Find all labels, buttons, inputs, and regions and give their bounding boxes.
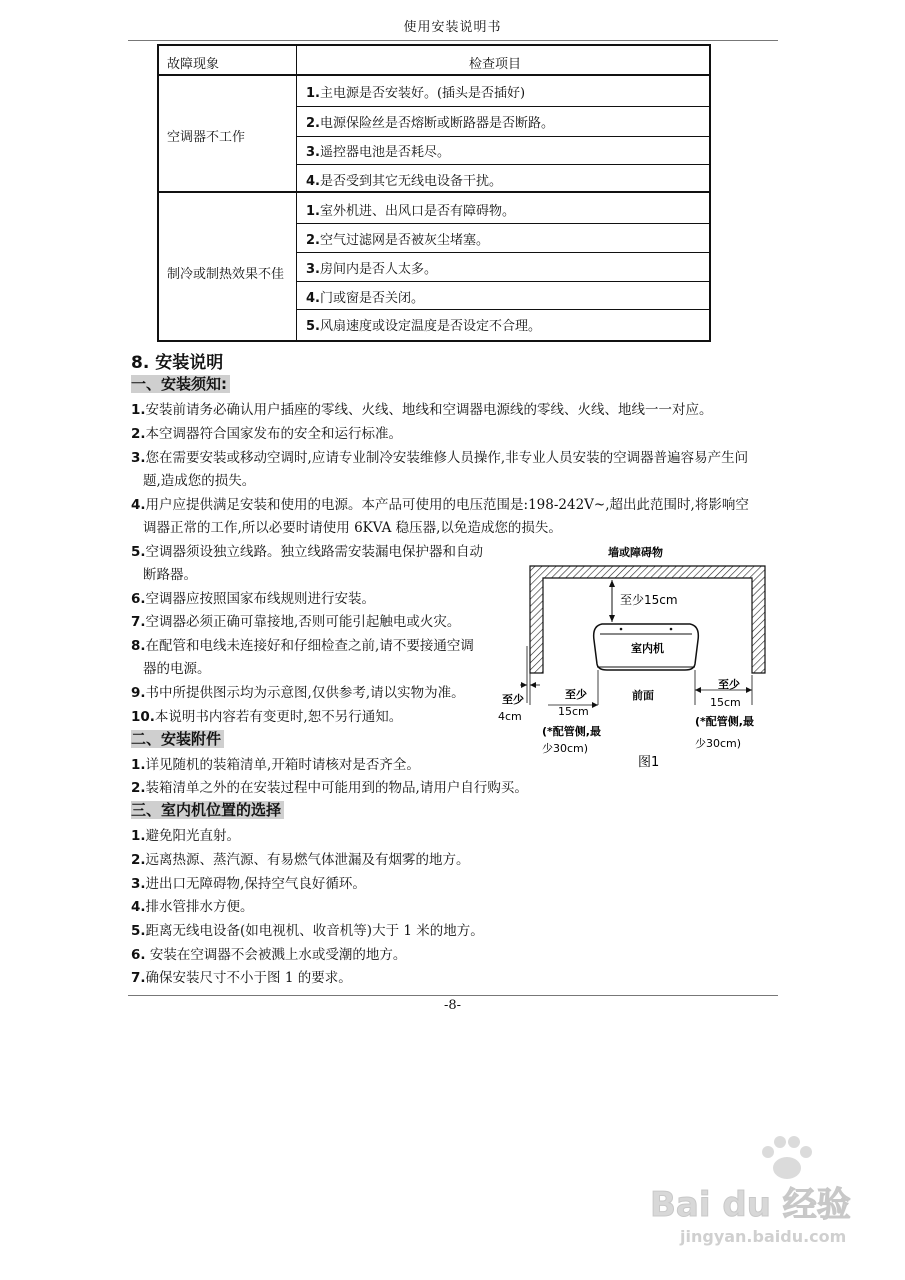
symptom-poor-performance: 制冷或制热效果不佳: [167, 267, 285, 282]
list-item-continuation: 题,造成您的损失。: [143, 473, 256, 489]
table-header-symptom: 故障现象: [167, 57, 220, 72]
row-divider: [296, 309, 709, 310]
table-row: 1.主电源是否安装好。(插头是否插好): [306, 86, 526, 101]
paw-icon-toe: [800, 1146, 812, 1158]
list-item: 5.空调器须设独立线路。独立线路需安装漏电保护器和自动: [131, 544, 484, 560]
watermark-url: jingyan.baidu.com: [680, 1227, 847, 1246]
list-item: 10.本说明书内容若有变更时,恕不另行通知。: [131, 709, 403, 725]
list-item: 4.用户应提供满足安装和使用的电源。本产品可使用的电压范围是:198-242V~,超出此范围时,将影响空: [131, 497, 749, 513]
wall-label: 墙或障碍物: [608, 546, 663, 559]
arrow-head: [530, 682, 536, 688]
arrow-head: [695, 687, 701, 693]
row-divider: [296, 164, 709, 165]
table-column-divider: [296, 46, 297, 340]
note-right-line1: (*配管侧,最: [695, 715, 754, 728]
indoor-unit-label: 室内机: [631, 642, 664, 655]
arrow-head: [609, 580, 615, 587]
arrow-head: [592, 702, 598, 708]
list-item: 6.空调器应按照国家布线规则进行安装。: [131, 591, 376, 607]
installation-clearance-diagram: [490, 540, 790, 780]
list-item: 1.详见随机的装箱清单,开箱时请核对是否齐全。: [131, 757, 420, 773]
subsection-title-notes: 一、安装须知:: [131, 375, 230, 393]
arrow-head: [609, 615, 615, 622]
table-row: 2.空气过滤网是否被灰尘堵塞。: [306, 233, 489, 248]
table-row: 3.遥控器电池是否耗尽。: [306, 145, 450, 160]
list-item: 9.书中所提供图示均为示意图,仅供参考,请以实物为准。: [131, 685, 465, 701]
list-item: 2.本空调器符合国家发布的安全和运行标准。: [131, 426, 403, 442]
list-item: 3.进出口无障碍物,保持空气良好循环。: [131, 876, 366, 892]
watermark-brand: Bai du 经验: [650, 1185, 851, 1225]
list-item: 1.安装前请务必确认用户插座的零线、火线、地线和空调器电源线的零线、火线、地线一一对应。: [131, 402, 713, 418]
unit-dot: [620, 628, 623, 631]
list-item: 8.在配管和电线未连接好和仔细检查之前,请不要接通空调: [131, 638, 474, 654]
mid-gap-label-b: 15cm: [558, 705, 589, 718]
front-label: 前面: [632, 689, 654, 702]
paw-icon-toe: [774, 1136, 786, 1148]
row-divider: [296, 281, 709, 282]
list-item-continuation: 调器正常的工作,所以必要时请使用 6KVA 稳压器,以免造成您的损失。: [143, 520, 562, 536]
top-gap-label: 至少15cm: [620, 593, 678, 607]
list-item: 4.排水管排水方便。: [131, 899, 254, 915]
list-item: 7.空调器必须正确可靠接地,否则可能引起触电或火灾。: [131, 614, 461, 630]
mid-gap-label-a: 至少: [565, 688, 587, 701]
table-header-check: 检查项目: [469, 57, 522, 72]
paw-icon-pad: [773, 1157, 801, 1179]
paw-icon-toe: [762, 1146, 774, 1158]
page-header-title: 使用安装说明书: [403, 20, 502, 35]
subsection-title-location: 三、室内机位置的选择: [131, 801, 284, 819]
arrow-head: [746, 687, 752, 693]
table-row: 1.室外机进、出风口是否有障碍物。: [306, 204, 515, 219]
list-item-continuation: 器的电源。: [143, 661, 211, 677]
table-row: 3.房间内是否人太多。: [306, 262, 437, 277]
baidu-jingyan-watermark: [650, 1130, 880, 1250]
paw-icon-toe: [788, 1136, 800, 1148]
footer-rule: [128, 995, 778, 996]
page-number: -8-: [443, 998, 462, 1013]
list-item: 5.距离无线电设备(如电视机、收音机等)大于 1 米的地方。: [131, 923, 484, 939]
right-gap-label-b: 15cm: [710, 696, 741, 709]
table-header-divider: [159, 74, 709, 76]
section-title: 8. 安装说明: [131, 353, 224, 373]
row-divider: [296, 106, 709, 107]
right-gap-label-a: 至少: [718, 678, 740, 691]
row-divider: [296, 223, 709, 224]
table-row: 2.电源保险丝是否熔断或断路器是否断路。: [306, 116, 554, 131]
list-item: 1.避免阳光直射。: [131, 828, 241, 844]
group-divider: [159, 191, 709, 193]
table-row: 5.风扇速度或设定温度是否设定不合理。: [306, 319, 541, 334]
list-item: 3.您在需要安装或移动空调时,应请专业制冷安装维修人员操作,非专业人员安装的空调器普遍容易产生问: [131, 450, 749, 466]
unit-dot: [670, 628, 673, 631]
note-right-line2: 少30cm): [695, 737, 742, 750]
note-left-line2: 少30cm): [542, 742, 589, 755]
header-rule: [128, 40, 778, 41]
table-row: 4.门或窗是否关闭。: [306, 291, 424, 306]
troubleshooting-table: [157, 44, 711, 342]
note-left-line1: (*配管侧,最: [542, 725, 601, 738]
symptom-not-working: 空调器不工作: [167, 130, 246, 145]
row-divider: [296, 136, 709, 137]
list-item-continuation: 断路器。: [143, 567, 197, 583]
left-gap-label-b: 4cm: [498, 710, 522, 723]
list-item: 2.远离热源、蒸汽源、有易燃气体泄漏及有烟雾的地方。: [131, 852, 470, 868]
list-item: 6. 安装在空调器不会被溅上水或受潮的地方。: [131, 947, 407, 963]
table-row: 4.是否受到其它无线电设备干扰。: [306, 174, 502, 189]
subsection-title-accessories: 二、安装附件: [131, 730, 224, 748]
row-divider: [296, 252, 709, 253]
arrow-head: [521, 682, 527, 688]
figure-caption: 图1: [638, 755, 660, 770]
list-item: 7.确保安装尺寸不小于图 1 的要求。: [131, 970, 352, 986]
left-gap-label-a: 至少: [502, 693, 524, 706]
list-item: 2.装箱清单之外的在安装过程中可能用到的物品,请用户自行购买。: [131, 780, 528, 796]
